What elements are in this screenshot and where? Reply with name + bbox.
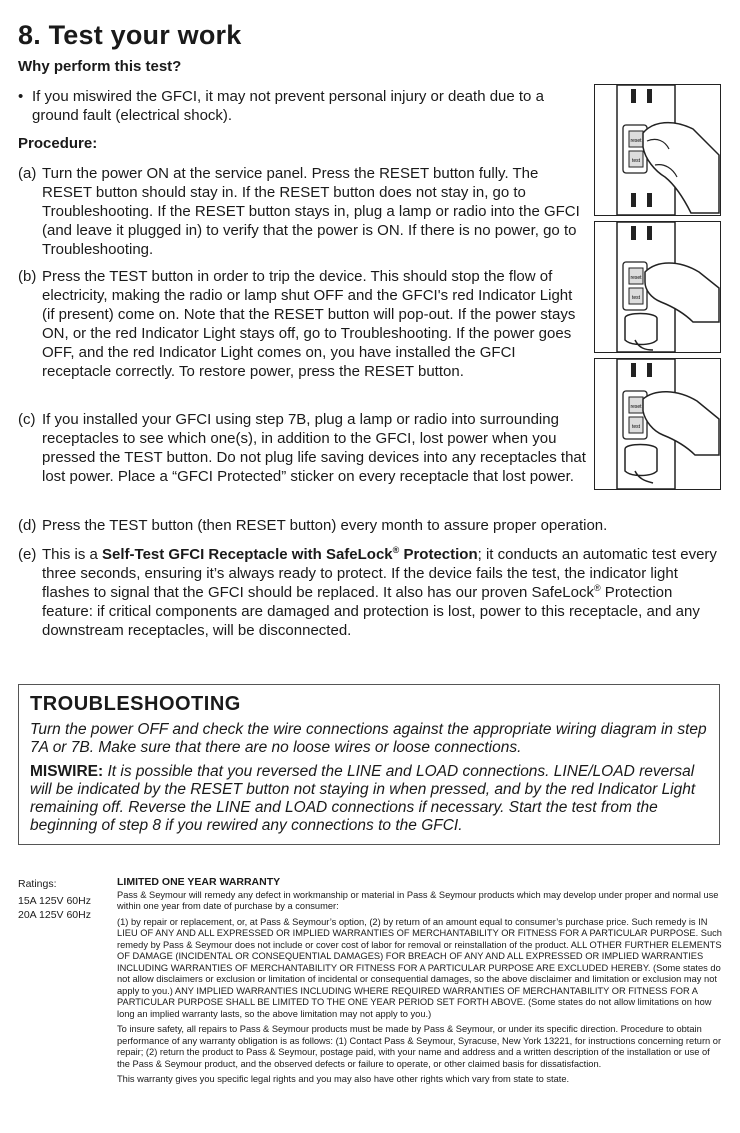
figure-press-reset-plugged bbox=[594, 358, 721, 490]
step-e-post: Protection feature: if critical components are damaged and protection is lost, power to this receptacle, and any downstream receptacles, will be disconnected. bbox=[42, 584, 700, 639]
step-text: If you installed your GFCI using step 7B, plug a lamp or radio into surrounding receptacles to see which one(s), in addition to the GFCI, lost power when you pressed the TEST button. Do not plug life saving devices into any receptacles that lost power. Place a “GFCI Protected” sticker on every receptacle that lost power. bbox=[42, 411, 586, 485]
step-text: Press the TEST button in order to trip the device. This should stop the flow of electricity, making the radio or lamp shut OFF and the GFCI's red Indicator Light (if present) come on. Note that the RESET button will pop-out. If the power stays ON, or the red Indicator Light stays off, go to Troubleshooting. If the power goes OFF, and the red Indicator Light comes on, you have installed the GFCI receptacle correctly. To restore power, press the RESET button. bbox=[42, 268, 576, 380]
test-label: test bbox=[631, 424, 641, 430]
page-title: 8. Test your work bbox=[18, 20, 242, 50]
why-heading: Why perform this test? bbox=[18, 58, 182, 75]
registered-mark: ® bbox=[594, 583, 601, 593]
step-label: (b) bbox=[18, 268, 37, 285]
warranty-block bbox=[117, 877, 723, 1090]
test-label: test bbox=[631, 158, 641, 164]
why-bullet bbox=[18, 87, 588, 125]
step-label: (a) bbox=[18, 165, 37, 182]
miswire-label: MISWIRE: bbox=[30, 763, 104, 780]
step-e-bold-after: Protection bbox=[399, 546, 478, 563]
warranty-para-1: Pass & Seymour will remedy any defect in workmanship or material in Pass & Seymour products which may develop under proper and normal use within one year from date of purchase by a consumer: bbox=[117, 889, 719, 911]
step-c bbox=[18, 410, 586, 486]
troubleshooting-title: TROUBLESHOOTING bbox=[30, 693, 241, 715]
step-d bbox=[18, 516, 720, 535]
warranty-para-2: (1) by repair or replacement, or, at Pass & Seymour’s option, (2) by return of an amount equal to consumer’s purchase price. Such remedy is IN LIEU OF ANY AND ALL EXPRESSED OR IMPLIED WARRANTIES OF MERCHANTABILITY OR FITNESS FOR A PARTICULAR PURPOSE. Such remedy by Pass & Seymour does not include or cover cost of labor for removal or reinstallation of the product. ALL OTHER FURTHER ELEMENTS OF DAMAGE (INCIDENTAL OR CONSEQUENTIAL DAMAGES) FOR BREACH OF ANY AND ALL EXPRESSED OR IMPLIED WARRANTIES INCLUDING WARRANTIES OF MERCHANTABILITY OR FITNESS FOR A PARTICULAR PURPOSE ARE EXCLUDED HEREBY. (Some states do not allow disclaimers or exclusion or limitation of incidental or consequential damages, so the above disclaimer and limitation or exclusion may not apply to you.) ANY IMPLIED WARRANTIES INCLUDING WHERE REQUIRED WARRANTIES OF MERCHANTABILITY OR FITNESS FOR A PARTICULAR PURPOSE SHALL BE LIMITED TO THE ONE YEAR PERIOD SET FORTH ABOVE. (Some states do not allow limitations on how long an implied warranty lasts, so the above limitation may not apply to you.) bbox=[117, 916, 722, 1019]
step-e-pre: This is a bbox=[42, 546, 103, 563]
reset-label: reset bbox=[630, 275, 642, 281]
step-e bbox=[18, 545, 722, 640]
gfci-press-test-illustration bbox=[595, 222, 720, 352]
ratings-label: Ratings: bbox=[18, 878, 57, 890]
step-label: (e) bbox=[18, 546, 37, 563]
step-text: Turn the power ON at the service panel. Press the RESET button fully. The RESET button should stay in. If the RESET button does not stay in, go to Troubleshooting. If the RESET button stays in, plug a lamp or radio into the GFCI (and leave it plugged in) to verify that the power is ON. If there is no power, go to Troubleshooting. bbox=[42, 165, 580, 258]
step-a bbox=[18, 164, 586, 259]
warranty-para-4: This warranty gives you specific legal rights and you may also have other rights which vary from state to state. bbox=[117, 1074, 570, 1084]
ratings-block bbox=[18, 877, 91, 923]
procedure-heading: Procedure: bbox=[18, 135, 98, 152]
test-label: test bbox=[631, 295, 641, 301]
rating-item: 15A 125V 60Hz bbox=[18, 894, 91, 907]
step-label: (c) bbox=[18, 411, 36, 428]
rating-item: 20A 125V 60Hz bbox=[18, 909, 91, 921]
figure-press-test bbox=[594, 221, 721, 353]
why-bullet-text: If you miswired the GFCI, it may not prevent personal injury or death due to a ground fault (electrical shock). bbox=[32, 88, 544, 124]
gfci-restore-illustration bbox=[595, 359, 720, 489]
warranty-title: LIMITED ONE YEAR WARRANTY bbox=[117, 876, 281, 888]
reset-label: reset bbox=[630, 138, 642, 144]
miswire-text: It is possible that you reversed the LINE and LOAD connections. LINE/LOAD reversal will be indicated by the RESET button not staying in when pressed, and by the red Indicator Light remaining off. Reverse the LINE and LOAD connections if necessary. Start the test from the beginning of step 8 if you rewired any connections to the GFCI. bbox=[30, 763, 696, 834]
step-b bbox=[18, 267, 586, 381]
warranty-para-3: To insure safety, all repairs to Pass & Seymour products must be made by Pass & Seymour, or under its specific direction. Procedure to obtain performance of any warranty obligation is as follows: (1) Contact Pass & Seymour, Syracuse, New York 13221, for instructions concerning return or repair; (2) return the product to Pass & Seymour, postage paid, with your name and address and a written description of the installation or use of the Pass & Seymour product, and the observed defects or failure to operate, or other claimed basis for dissatisfaction. bbox=[117, 1024, 722, 1069]
gfci-press-reset-illustration bbox=[595, 85, 720, 215]
figure-press-reset bbox=[594, 84, 721, 216]
step-label: (d) bbox=[18, 517, 37, 534]
step-text: Press the TEST button (then RESET button) every month to assure proper operation. bbox=[42, 517, 608, 534]
step-e-mid: ; it conducts an automatic test every three seconds, ensuring it’s always ready to protect. If the device fails the test, the indicator light flashes to signal that the GFCI should be replaced. It also has our proven SafeLock bbox=[42, 546, 717, 601]
troubleshooting-box bbox=[18, 684, 720, 845]
registered-mark: ® bbox=[392, 545, 400, 555]
reset-label: reset bbox=[630, 404, 642, 410]
step-e-product-name: Self-Test GFCI Receptacle with SafeLock bbox=[102, 546, 393, 563]
step-text bbox=[42, 545, 722, 640]
troubleshooting-intro: Turn the power OFF and check the wire connections against the appropriate wiring diagram in step 7A or 7B. Make sure that there are no loose wires or loose connections. bbox=[30, 721, 707, 756]
bullet-icon: • bbox=[18, 88, 24, 105]
troubleshooting-miswire bbox=[30, 763, 712, 835]
step-e-bold bbox=[102, 546, 478, 563]
